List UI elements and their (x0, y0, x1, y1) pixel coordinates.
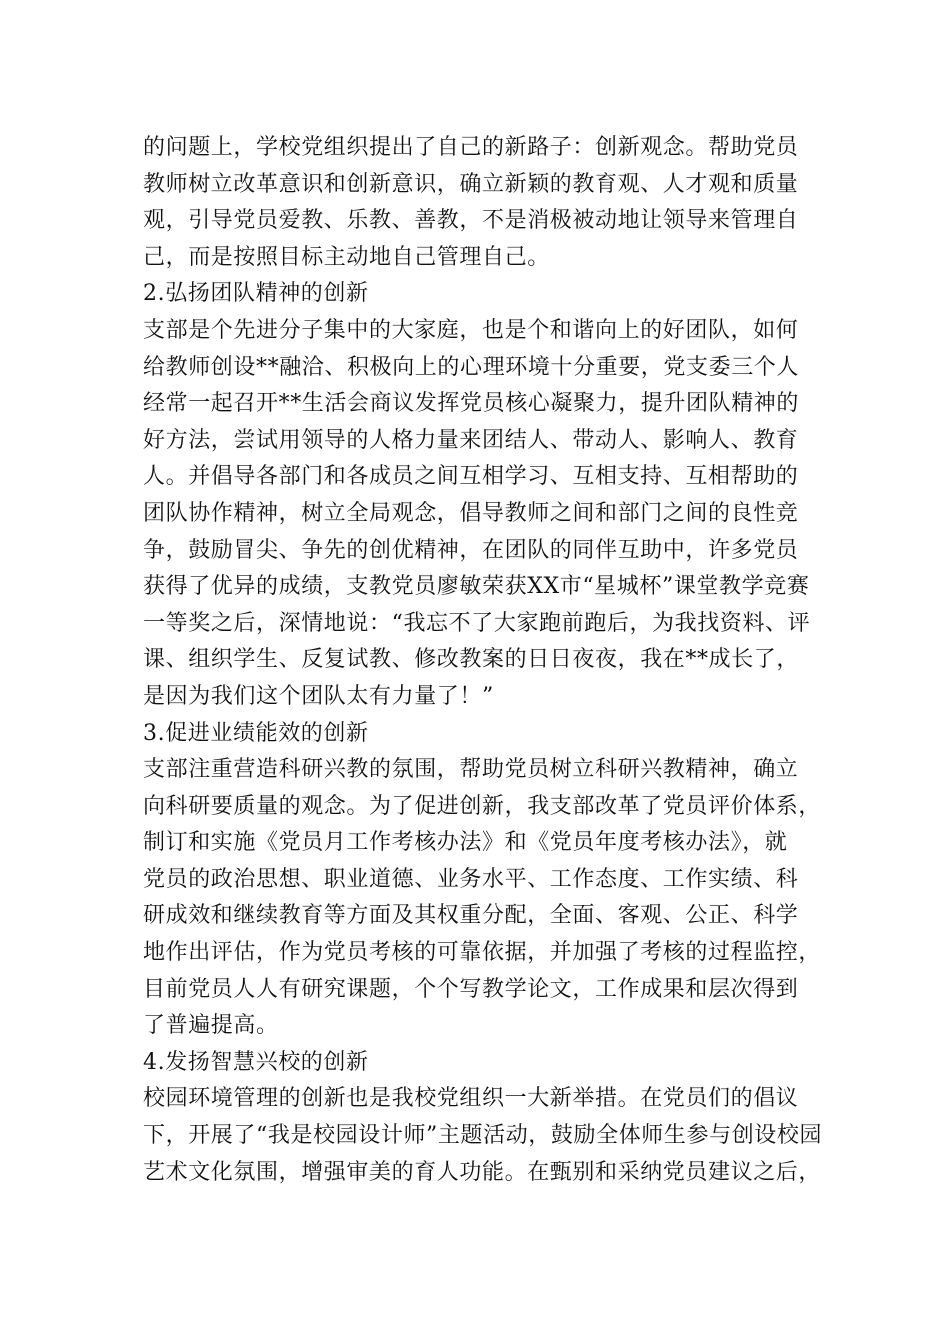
text-line: 好方法，尝试用领导的人格力量来团结人、带动人、影响人、教育 (143, 427, 799, 453)
text-line: 给教师创设**融洽、积极向上的心理环境十分重要，党支委三个人 (143, 354, 800, 380)
section-heading: 2.弘扬团队精神的创新 (143, 281, 369, 307)
text-line: 支部注重营造科研兴教的氛围，帮助党员树立科研兴教精神，确立 (143, 757, 799, 783)
text-line: 是因为我们这个团队太有力量了！” (143, 683, 494, 709)
section-heading: 4.发扬智慧兴校的创新 (143, 1049, 369, 1075)
text-line: 观，引导党员爱教、乐教、善教，不是消极被动地让领导来管理自 (143, 208, 799, 234)
text-line: 党员的政治思想、职业道德、业务水平、工作态度、工作实绩、科 (143, 866, 799, 892)
text-line: 课、组织学生、反复试教、修改教案的日日夜夜，我在**成长了， (143, 647, 800, 673)
section-heading: 3.促进业绩能效的创新 (143, 720, 369, 746)
text-line: 的问题上，学校党组织提出了自己的新路子：创新观念。帮助党员 (143, 135, 799, 160)
text-line: 团队协作精神，树立全局观念，倡导教师之间和部门之间的良性竞 (143, 500, 799, 526)
text-line: 己，而是按照目标主动地自己管理自己。 (143, 244, 550, 270)
text-line: 目前党员人人有研究课题，个个写教学论文，工作成果和层次得到 (143, 976, 799, 1002)
text-line: 人。并倡导各部门和各成员之间互相学习、互相支持、互相帮助的 (143, 464, 799, 490)
text-line: 经常一起召开**生活会商议发挥党员核心凝聚力，提升团队精神的 (143, 391, 800, 417)
text-line: 艺术文化氛围，增强审美的育人功能。在甄别和采纳党员建议之后， (143, 1159, 822, 1185)
text-line: 一等奖之后，深情地说：“我忘不了大家跑前跑后，为我找资料、评 (143, 610, 811, 636)
text-line: 下，开展了“我是校园设计师”主题活动，鼓励全体师生参与创设校园 (143, 1123, 823, 1149)
text-line: 争，鼓励冒尖、争先的创优精神，在团队的同伴互助中，许多党员 (143, 537, 799, 563)
text-line: 支部是个先进分子集中的大家庭，也是个和谐向上的好团队，如何 (143, 317, 799, 343)
text-line: 教师树立改革意识和创新意识，确立新颖的教育观、人才观和质量 (143, 171, 799, 197)
text-line: 向科研要质量的观念。为了促进创新，我支部改革了党员评价体系， (143, 793, 822, 819)
text-line: 制订和实施《党员月工作考核办法》和《党员年度考核办法》，就 (143, 830, 788, 856)
text-line: 地作出评估，作为党员考核的可靠依据，并加强了考核的过程监控， (143, 940, 822, 966)
text-line: 校园环境管理的创新也是我校党组织一大新举措。在党员们的倡议 (143, 1086, 799, 1112)
text-line: 研成效和继续教育等方面及其权重分配，全面、客观、公正、科学 (143, 903, 799, 929)
document-body (143, 130, 823, 1191)
text-line: 获得了优异的成绩，支教党员廖敏荣获XX市“星城杯”课堂教学竞赛 (143, 574, 810, 600)
text-line: 了普遍提高。 (143, 1013, 279, 1039)
